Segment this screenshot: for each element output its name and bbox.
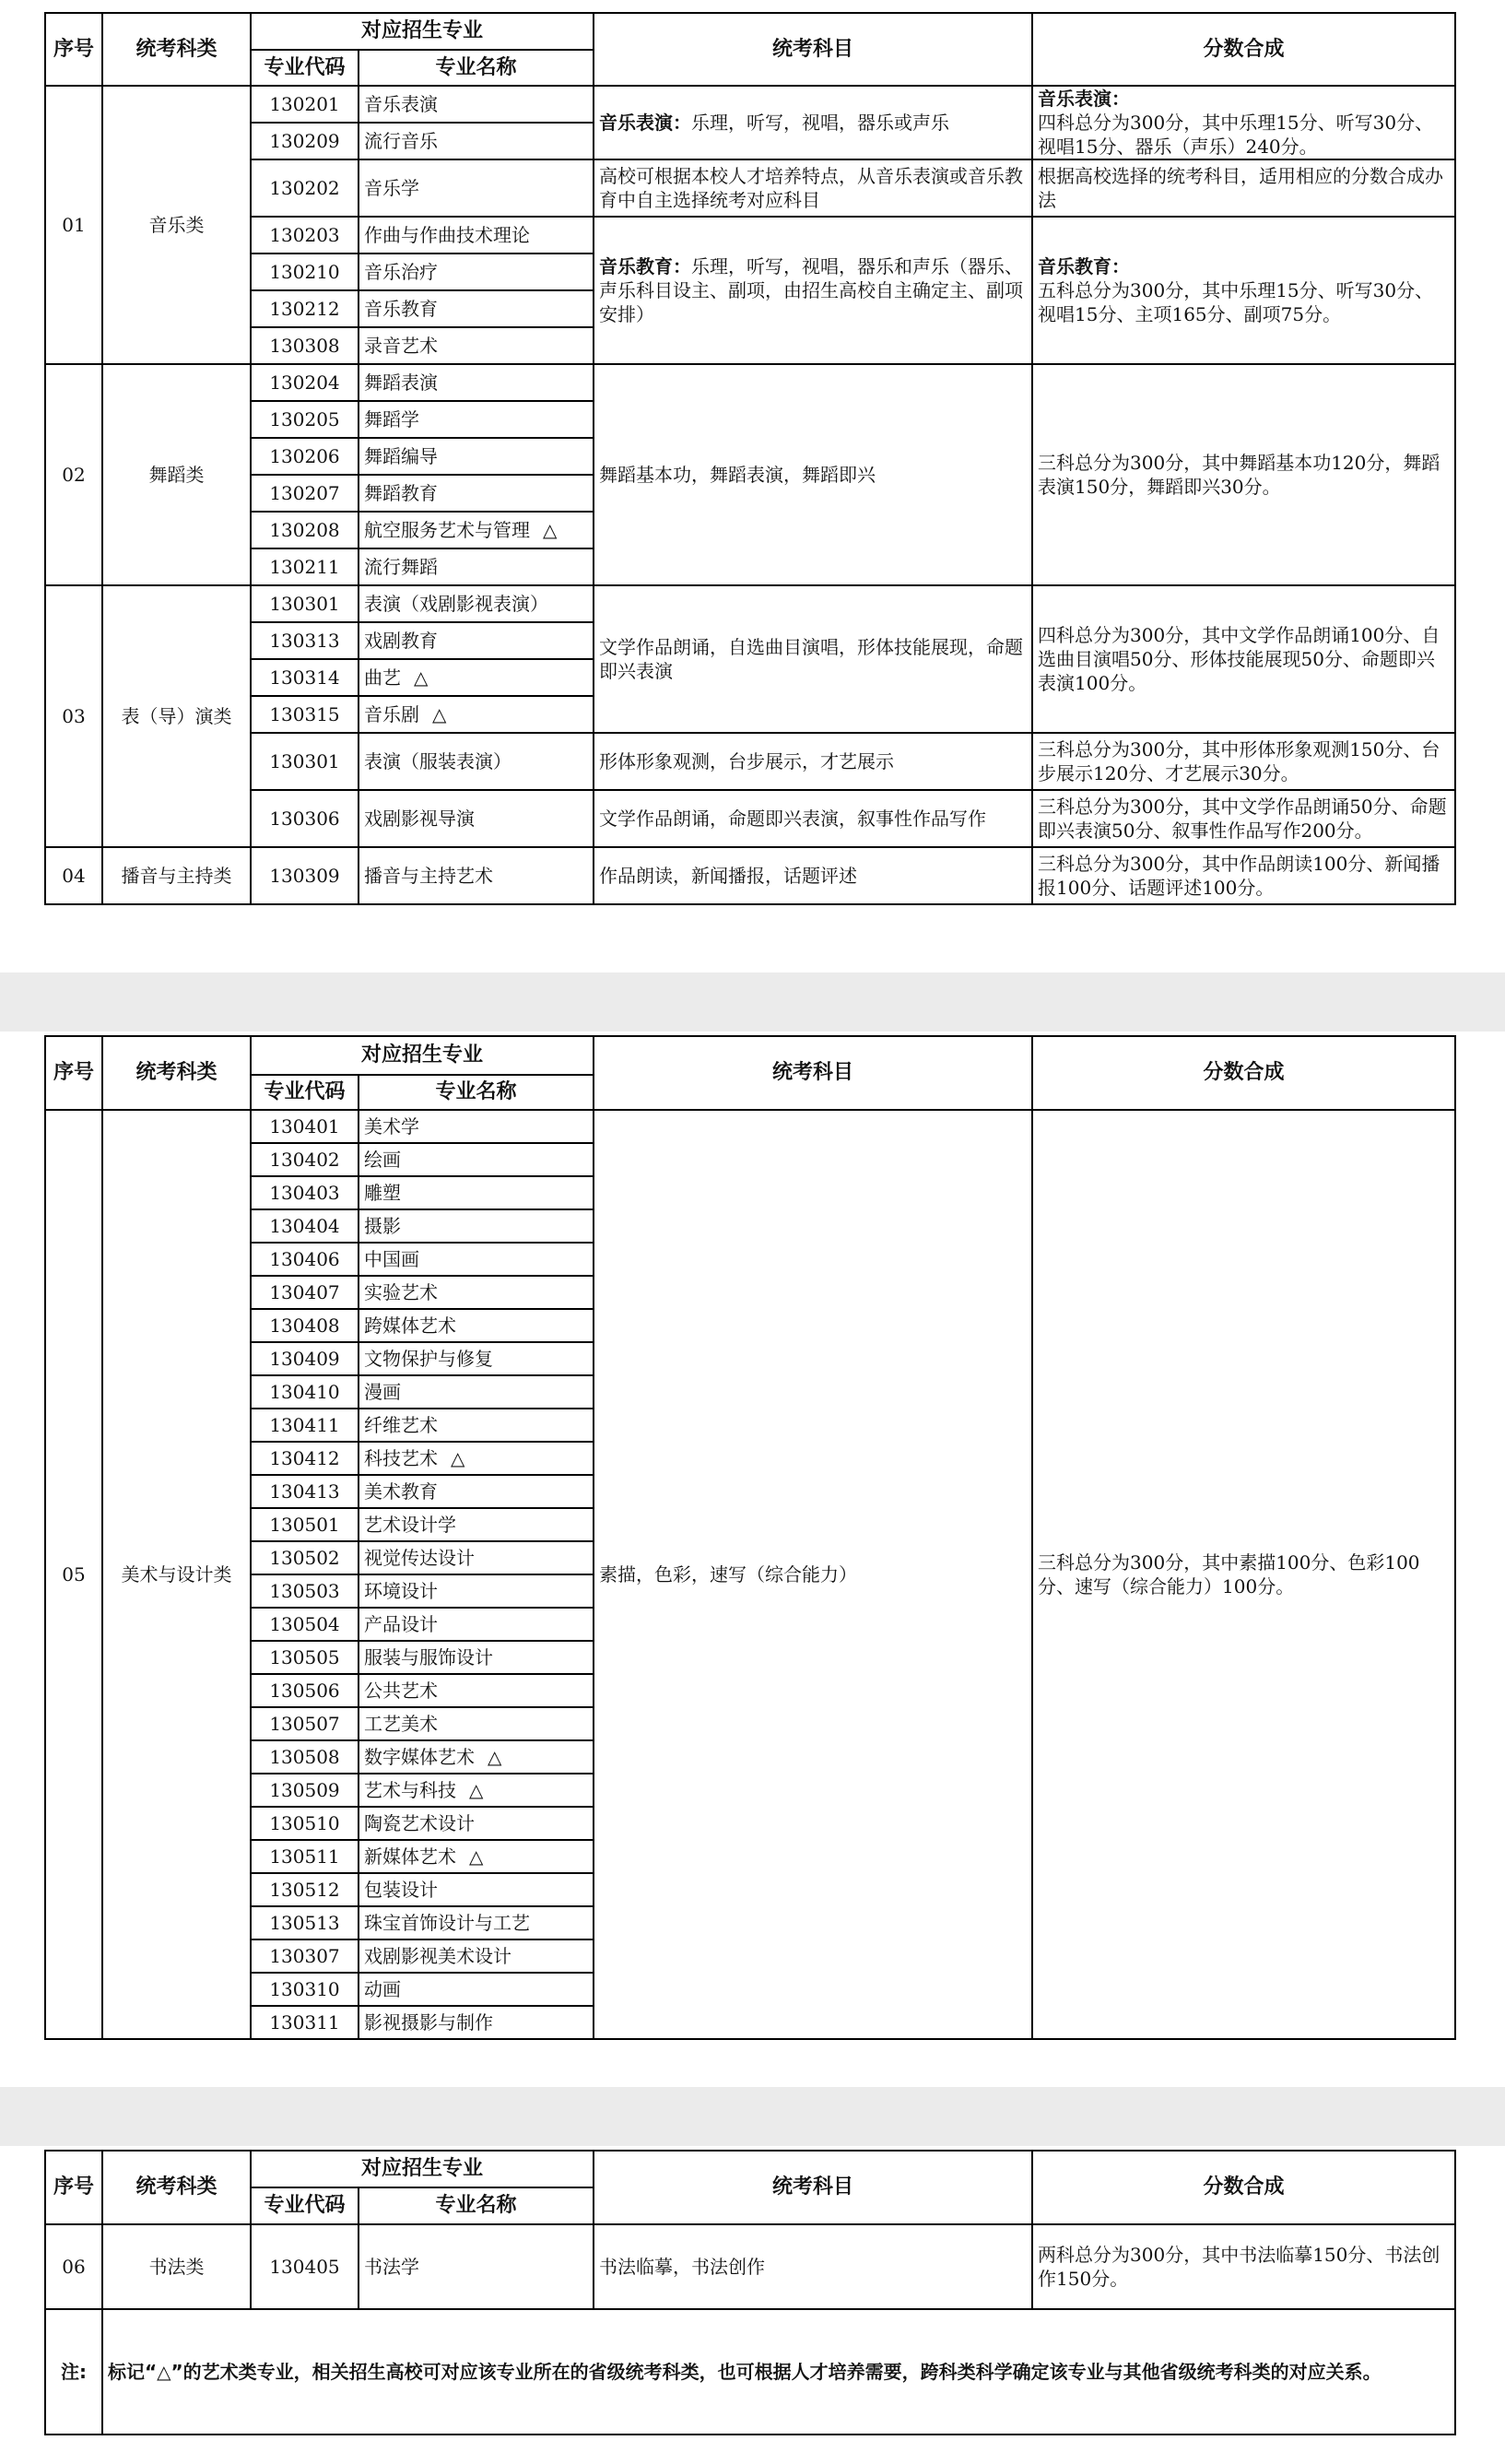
major-name-text: 新媒体艺术 [364,1845,456,1868]
subject-cell: 文学作品朗诵，命题即兴表演，叙事性作品写作 [594,790,1032,847]
major-code: 130502 [251,1541,359,1574]
score-cell: 三科总分为300分，其中作品朗读100分、新闻播报100分、话题评述100分。 [1032,847,1455,904]
major-code: 130406 [251,1243,359,1276]
major-name: 艺术设计学 [359,1508,594,1541]
major-code: 130404 [251,1209,359,1243]
major-code: 130413 [251,1475,359,1508]
major-code: 130315 [251,696,359,733]
major-name-text: 航空服务艺术与管理 [364,519,530,541]
major-code: 130206 [251,438,359,475]
exam-table-2 [44,1035,1456,2040]
header-subjects: 统考科目 [594,13,1032,86]
header-code: 专业代码 [251,1075,359,1110]
major-code: 130411 [251,1409,359,1442]
score-cell [1032,217,1455,364]
major-name-text: 曲艺 [364,666,401,689]
major-name: 流行音乐 [359,123,594,159]
triangle-mark: △ [451,1447,465,1469]
major-code: 130407 [251,1276,359,1309]
major-code: 130307 [251,1939,359,1973]
major-name-text: 数字媒体艺术 [364,1746,475,1768]
major-code: 130212 [251,290,359,327]
seq-cell: 02 [45,364,102,585]
major-name: 书法学 [359,2224,594,2309]
score-cell [1032,86,1455,159]
header-major-group: 对应招生专业 [251,1036,594,1075]
major-code: 130309 [251,847,359,904]
page-2 [0,1032,1505,2087]
major-code: 130202 [251,159,359,217]
major-code: 130501 [251,1508,359,1541]
exam-table-3 [44,2150,1456,2435]
major-name: 实验艺术 [359,1276,594,1309]
major-code: 130306 [251,790,359,847]
header-scoring: 分数合成 [1032,2151,1455,2224]
major-name: 公共艺术 [359,1674,594,1707]
header-seq: 序号 [45,1036,102,1110]
major-code: 130204 [251,364,359,401]
header-scoring: 分数合成 [1032,1036,1455,1110]
major-code: 130405 [251,2224,359,2309]
major-name: 漫画 [359,1375,594,1409]
header-code: 专业代码 [251,2187,359,2224]
major-code: 130201 [251,86,359,123]
major-name: 表演（服装表演） [359,733,594,790]
major-code: 130508 [251,1740,359,1774]
score-text: 四科总分为300分，其中乐理15分、听写30分、视唱15分、器乐（声乐）240分。 [1038,112,1434,158]
score-text: 五科总分为300分，其中乐理15分、听写30分、视唱15分、主项165分、副项75分。 [1038,279,1434,325]
major-code: 130513 [251,1906,359,1939]
subject-cell: 舞蹈基本功，舞蹈表演，舞蹈即兴 [594,364,1032,585]
major-name: 美术学 [359,1110,594,1143]
major-name: 绘画 [359,1143,594,1176]
major-code: 130409 [251,1342,359,1375]
major-code: 130207 [251,475,359,512]
major-name: 动画 [359,1973,594,2006]
page-1 [0,0,1505,973]
major-name: 戏剧影视导演 [359,790,594,847]
major-name: 影视摄影与制作 [359,2006,594,2039]
major-code: 130209 [251,123,359,159]
major-name [359,1774,594,1807]
major-code: 130505 [251,1641,359,1674]
header-subjects: 统考科目 [594,1036,1032,1110]
header-code: 专业代码 [251,50,359,86]
major-code: 130301 [251,585,359,622]
major-code: 130408 [251,1309,359,1342]
major-name-text: 音乐剧 [364,703,419,725]
major-name: 舞蹈编导 [359,438,594,475]
major-code: 130313 [251,622,359,659]
note-text: 标记“△”的艺术类专业，相关招生高校可对应该专业所在的省级统考科类，也可根据人才培养需要，跨科类科学确定该专业与其他省级统考科类的对应关系。 [102,2309,1455,2435]
major-name: 中国画 [359,1243,594,1276]
major-name: 文物保护与修复 [359,1342,594,1375]
major-code: 130512 [251,1873,359,1906]
score-cell: 根据高校选择的统考科目，适用相应的分数合成办法 [1032,159,1455,217]
major-code: 130401 [251,1110,359,1143]
page-separator [0,2087,1505,2146]
major-name: 流行舞蹈 [359,548,594,585]
major-name: 舞蹈教育 [359,475,594,512]
header-scoring: 分数合成 [1032,13,1455,86]
header-name: 专业名称 [359,2187,594,2224]
score-label: 音乐表演： [1038,88,1131,110]
seq-cell: 03 [45,585,102,847]
header-major-group: 对应招生专业 [251,13,594,50]
exam-table-1 [44,12,1456,905]
major-name: 录音艺术 [359,327,594,364]
major-code: 130203 [251,217,359,253]
major-code: 130509 [251,1774,359,1807]
major-name: 戏剧教育 [359,622,594,659]
major-name [359,659,594,696]
score-cell: 三科总分为300分，其中舞蹈基本功120分，舞蹈表演150分，舞蹈即兴30分。 [1032,364,1455,585]
category-cell: 音乐类 [102,86,251,364]
category-cell: 书法类 [102,2224,251,2309]
major-name: 美术教育 [359,1475,594,1508]
major-name: 陶瓷艺术设计 [359,1807,594,1840]
major-code: 130311 [251,2006,359,2039]
triangle-mark: △ [432,703,447,725]
category-cell: 美术与设计类 [102,1110,251,2039]
page-3 [0,2146,1505,2464]
seq-cell: 01 [45,86,102,364]
seq-cell: 05 [45,1110,102,2039]
major-code: 130301 [251,733,359,790]
subject-cell [594,86,1032,159]
header-category: 统考科类 [102,13,251,86]
major-code: 130310 [251,1973,359,2006]
major-code: 130507 [251,1707,359,1740]
score-cell: 三科总分为300分，其中文学作品朗诵50分、命题即兴表演50分、叙事性作品写作200分。 [1032,790,1455,847]
subject-label: 音乐表演： [599,112,692,134]
major-name [359,696,594,733]
header-major-group: 对应招生专业 [251,2151,594,2187]
major-code: 130208 [251,512,359,548]
major-code: 130314 [251,659,359,696]
major-name: 包装设计 [359,1873,594,1906]
note-label: 注: [45,2309,102,2435]
major-code: 130211 [251,548,359,585]
major-code: 130403 [251,1176,359,1209]
triangle-mark: △ [469,1779,484,1801]
major-name: 作曲与作曲技术理论 [359,217,594,253]
major-code: 130412 [251,1442,359,1475]
header-seq: 序号 [45,13,102,86]
header-subjects: 统考科目 [594,2151,1032,2224]
triangle-mark: △ [469,1845,484,1868]
major-code: 130308 [251,327,359,364]
major-name-text: 科技艺术 [364,1447,438,1469]
major-code: 130402 [251,1143,359,1176]
score-cell: 四科总分为300分，其中文学作品朗诵100分、自选曲目演唱50分、形体技能展现50分、命题即兴表演100分。 [1032,585,1455,733]
major-code: 130504 [251,1608,359,1641]
header-seq: 序号 [45,2151,102,2224]
major-name: 雕塑 [359,1176,594,1209]
major-code: 130510 [251,1807,359,1840]
header-category: 统考科类 [102,1036,251,1110]
major-name [359,512,594,548]
header-name: 专业名称 [359,50,594,86]
major-name: 环境设计 [359,1574,594,1608]
major-name [359,1442,594,1475]
major-name: 音乐治疗 [359,253,594,290]
subject-cell: 文学作品朗诵，自选曲目演唱，形体技能展现，命题即兴表演 [594,585,1032,733]
major-name: 音乐学 [359,159,594,217]
major-code: 130205 [251,401,359,438]
major-code: 130511 [251,1840,359,1873]
category-cell: 播音与主持类 [102,847,251,904]
category-cell: 舞蹈类 [102,364,251,585]
header-name: 专业名称 [359,1075,594,1110]
subject-cell: 高校可根据本校人才培养特点，从音乐表演或音乐教育中自主选择统考对应科目 [594,159,1032,217]
major-name: 舞蹈表演 [359,364,594,401]
major-name: 工艺美术 [359,1707,594,1740]
subject-label: 音乐教育： [599,255,692,277]
major-code: 130410 [251,1375,359,1409]
subject-cell: 书法临摹，书法创作 [594,2224,1032,2309]
major-name: 音乐教育 [359,290,594,327]
subject-text: 乐理，听写，视唱，器乐和声乐（器乐、声乐科目设主、副项，由招生高校自主确定主、副项安排） [599,255,1024,325]
triangle-mark: △ [488,1746,502,1768]
subject-cell: 素描，色彩，速写（综合能力） [594,1110,1032,2039]
major-name: 产品设计 [359,1608,594,1641]
major-name [359,1840,594,1873]
score-cell: 三科总分为300分，其中素描100分、色彩100分、速写（综合能力）100分。 [1032,1110,1455,2039]
major-name: 戏剧影视美术设计 [359,1939,594,1973]
major-name: 表演（戏剧影视表演） [359,585,594,622]
major-name: 服装与服饰设计 [359,1641,594,1674]
subject-cell: 形体形象观测，台步展示，才艺展示 [594,733,1032,790]
major-name: 播音与主持艺术 [359,847,594,904]
major-name: 视觉传达设计 [359,1541,594,1574]
score-label: 音乐教育： [1038,255,1131,277]
major-name: 珠宝首饰设计与工艺 [359,1906,594,1939]
header-category: 统考科类 [102,2151,251,2224]
score-cell: 两科总分为300分，其中书法临摹150分、书法创作150分。 [1032,2224,1455,2309]
major-name: 音乐表演 [359,86,594,123]
triangle-mark: △ [543,519,558,541]
major-code: 130503 [251,1574,359,1608]
major-code: 130506 [251,1674,359,1707]
major-name [359,1740,594,1774]
category-cell: 表（导）演类 [102,585,251,847]
page-separator [0,973,1505,1032]
major-name: 纤维艺术 [359,1409,594,1442]
triangle-mark: △ [414,666,429,689]
major-name-text: 艺术与科技 [364,1779,456,1801]
major-name: 舞蹈学 [359,401,594,438]
score-cell: 三科总分为300分，其中形体形象观测150分、台步展示120分、才艺展示30分。 [1032,733,1455,790]
seq-cell: 04 [45,847,102,904]
subject-text: 乐理，听写，视唱，器乐或声乐 [691,112,950,134]
subject-cell [594,217,1032,364]
subject-cell: 作品朗读，新闻播报，话题评述 [594,847,1032,904]
major-name: 跨媒体艺术 [359,1309,594,1342]
major-code: 130210 [251,253,359,290]
seq-cell: 06 [45,2224,102,2309]
major-name: 摄影 [359,1209,594,1243]
